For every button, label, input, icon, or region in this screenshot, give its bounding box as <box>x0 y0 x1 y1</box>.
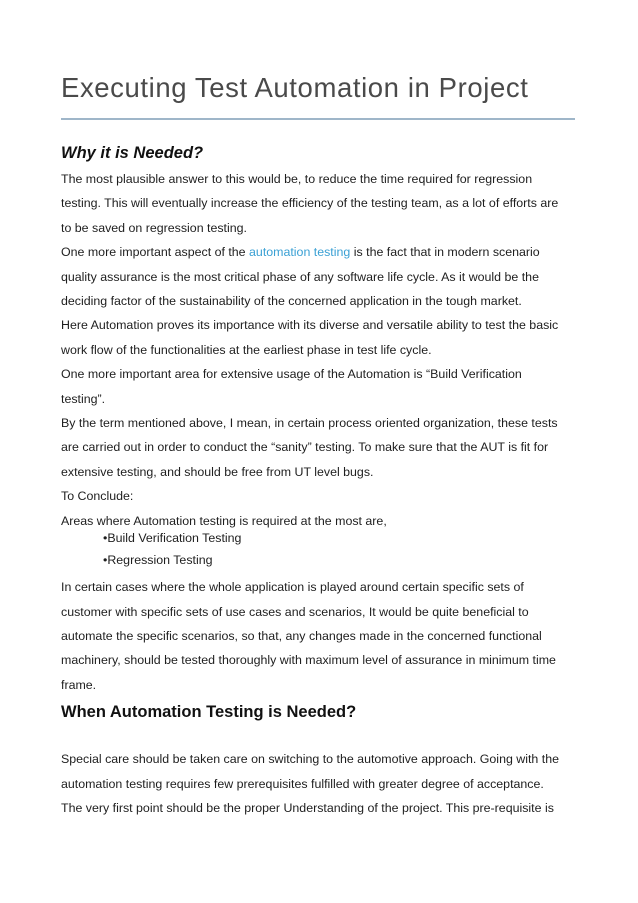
spacer <box>61 725 581 747</box>
paragraph-3 <box>61 313 581 362</box>
automation-testing-link[interactable]: automation testing <box>249 245 351 260</box>
text-line: The most plausible answer to this would be, to reduce the time required for regression <box>61 172 533 186</box>
text-line: work flow of the functionalities at the earliest phase in test life cycle. <box>61 342 432 357</box>
paragraph-4 <box>61 362 581 411</box>
paragraph-5 <box>61 411 581 484</box>
text-line: testing”. <box>61 391 106 406</box>
list-item: •Regression Testing <box>103 553 213 568</box>
text-segment: is the fact that in modern scenario <box>350 245 540 260</box>
text-line: In certain cases where the whole application is played around certain specific sets of <box>61 580 524 595</box>
text-line: are carried out in order to conduct the “sanity” testing. To make sure that the AUT is fit for <box>61 440 549 455</box>
paragraph-7 <box>61 747 581 820</box>
paragraph-1 <box>61 167 581 240</box>
text-line: testing. This will eventually increase the efficiency of the testing team, as a lot of efforts are <box>61 196 559 211</box>
text-line: quality assurance is the most critical phase of any software life cycle. As it would be the <box>61 269 539 284</box>
text-line: extensive testing, and should be free from UT level bugs. <box>61 464 374 479</box>
text-line: By the term mentioned above, I mean, in certain process oriented organization, these tests <box>61 416 558 431</box>
section-heading-when: When Automation Testing is Needed? <box>61 703 357 722</box>
text-line: machinery, should be tested thoroughly with maximum level of assurance in minimum time <box>61 653 556 668</box>
text-line: to be saved on regression testing. <box>61 220 247 235</box>
text-line: automation testing requires few prerequisites fulfilled with greater degree of acceptance. <box>61 776 544 791</box>
bullet-list <box>103 527 581 571</box>
text-line: Here Automation proves its importance with its diverse and versatile ability to test the basic <box>61 318 559 333</box>
paragraph-6 <box>61 575 581 697</box>
text-line: Special care should be taken care on switching to the automotive approach. Going with the <box>61 752 559 767</box>
paragraph-2 <box>61 240 581 313</box>
text-line <box>61 240 581 264</box>
to-conclude-label: To Conclude: <box>61 489 134 504</box>
document-body <box>61 140 581 820</box>
text-line: deciding factor of the sustainability of the concerned application in the tough market. <box>61 294 522 309</box>
section-heading-why: Why it is Needed? <box>61 144 204 162</box>
text-line: One more important area for extensive usage of the Automation is “Build Verification <box>61 367 522 382</box>
text-line: customer with specific sets of use cases and scenarios, It would be quite beneficial to <box>61 604 529 619</box>
areas-intro: Areas where Automation testing is required at the most are, <box>61 513 387 528</box>
text-line: frame. <box>61 677 97 692</box>
text-segment: One more important aspect of the <box>61 245 250 260</box>
text-line: automate the specific scenarios, so that, any changes made in the concerned functional <box>61 628 542 643</box>
list-item: •Build Verification Testing <box>103 531 242 546</box>
title-underline <box>61 118 575 120</box>
page-title: Executing Test Automation in Project <box>61 72 529 103</box>
text-line: The very first point should be the proper Understanding of the project. This pre-requisite is <box>61 800 554 815</box>
